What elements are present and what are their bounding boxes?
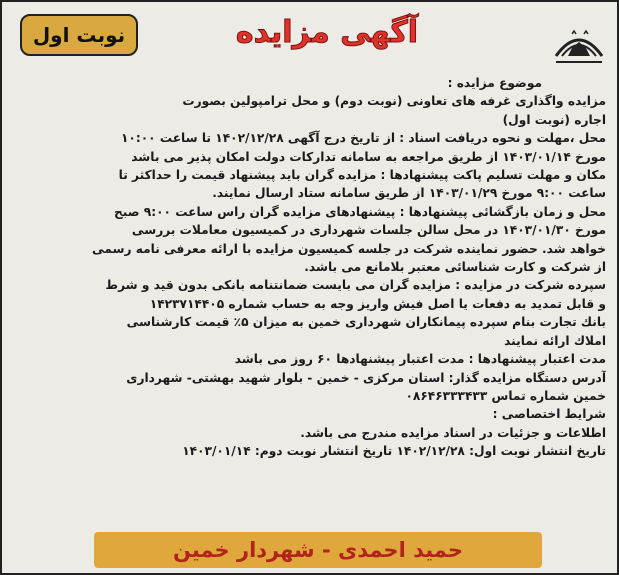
conditions-label: شرایط اختصاصی :	[492, 407, 606, 422]
notice-title: آگهی مزایده	[235, 15, 419, 50]
opening-line: محل و زمان بازگشائی پیشنهادها : پیشنهادهای مزایده گران راس ساعت ۹:۰۰ صبح	[114, 204, 606, 219]
opening-line: مورخ ۱۴۰۳/۰۱/۳۰ در محل سالن جلسات شهرداری در كمیسیون معاملات بررسی	[131, 223, 606, 238]
address-line: آدرس دستگاه مزایده گذار: استان مركزی - خمین - بلوار شهید بهشتی- شهرداری	[126, 370, 606, 385]
conditions-text: اطلاعات و جزئیات در اسناد مزایده مندرج می باشد.	[300, 425, 606, 440]
deadline-line: محل ،مهلت و نحوه دریافت اسناد : از تاریخ درج آگهی ۱۴۰۲/۱۲/۲۸ تا ساعت ۱۰:۰۰	[120, 131, 606, 146]
deadline-line: مورخ ۱۴۰۳/۰۱/۱۴ از طریق مراجعه به سامانه تداركات دولت امكان پذیر می باشد	[131, 149, 606, 164]
subject-line: مزایده واگذاری غرفه های تعاونی (نوبت دوم) و محل ترامپولین بصورت	[182, 94, 606, 109]
round-badge: نوبت اول	[20, 14, 138, 56]
publish-dates-line: تاریخ انتشار نوبت اول: ۱۴۰۲/۱۲/۲۸ تاریخ انتشار نوبت دوم: ۱۴۰۳/۰۱/۱۴	[182, 444, 606, 459]
notice-footer	[2, 526, 619, 573]
submit-line: ساعت ۹:۰۰ مورخ ۱۴۰۳/۰۱/۲۹ از طریق سامانه ستاد ارسال نمایند.	[212, 186, 606, 201]
deposit-line: املاك ارائه نمایند	[504, 333, 606, 348]
address-line: خمین شماره تماس ۰۸۶۴۶۳۳۳۴۳۳	[405, 388, 606, 403]
subject-label: موضوع مزایده :	[447, 76, 542, 90]
municipality-logo-icon	[550, 22, 608, 70]
notice-header	[2, 2, 619, 72]
subject-line: اجاره (نوبت اول)	[502, 112, 606, 127]
deposit-line: و قابل تمدید به دفعات یا اصل فیش واریز وجه به حساب شماره ۱۴۲۳۷۱۴۴۰۵	[149, 296, 606, 311]
notice-body	[16, 74, 606, 529]
submit-line: مكان و مهلت تسلیم پاكت پیشنهادها : مزایده گران باید پیشنهاد قیمت را حداكثر تا	[118, 168, 606, 183]
deposit-line: بانك تجارت بنام سپرده پیمانكاران شهرداری خمین به میزان ۵٪ قیمت كارشناسی	[126, 315, 606, 330]
opening-line: از شركت و كارت شناسائی معتبر بلامانع می باشد.	[304, 260, 606, 275]
deposit-line: سپرده شركت در مزایده : مزایده گران می بایست ضمانتنامه بانكی بدون قید و شرط	[105, 278, 606, 293]
opening-line: خواهد شد. حضور نماینده شركت در جلسه كمیسیون مزایده با ارائه معرفی نامه رسمی	[91, 241, 606, 256]
signature-banner: حمید احمدی - شهردار خمین	[94, 532, 542, 568]
validity-line: مدت اعتبار پیشنهادها : مدت اعتبار پیشنهادها ۶۰ روز می باشد	[234, 352, 606, 367]
